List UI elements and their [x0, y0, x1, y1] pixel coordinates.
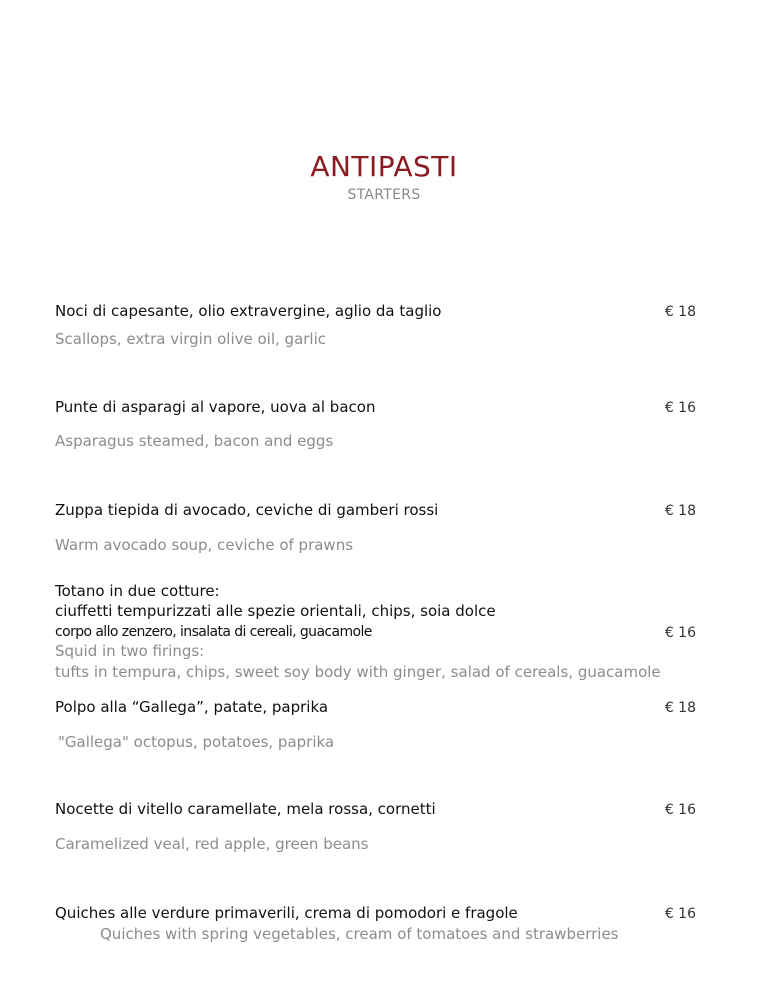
dish-name-english: Warm avocado soup, ceviche of prawns: [55, 536, 354, 554]
dish-name-english-line: Squid in two firings:: [55, 642, 205, 660]
dish-name-english: Asparagus steamed, bacon and eggs: [55, 432, 334, 450]
dish-name-italian-line: Totano in due cotture:: [55, 582, 220, 600]
dish-price: € 18: [664, 503, 696, 519]
dish-name-italian: Polpo alla “Gallega”, patate, paprika: [55, 698, 329, 716]
dish-name-italian: Nocette di vitello caramellate, mela rossa, cornetti: [55, 800, 436, 818]
section-subtitle: STARTERS: [347, 187, 421, 203]
dish-price: € 16: [664, 625, 696, 641]
dish-price: € 16: [664, 802, 696, 818]
dish-name-english: Caramelized veal, red apple, green beans: [55, 835, 369, 853]
dish-price: € 16: [664, 400, 696, 416]
dish-name-italian: Quiches alle verdure primaverili, crema di pomodori e fragole: [55, 904, 518, 922]
dish-price: € 16: [664, 906, 696, 922]
dish-price: € 18: [664, 304, 696, 320]
dish-name-italian-line: ciuffetti tempurizzati alle spezie orientali, chips, soia dolce: [55, 602, 496, 620]
dish-name-english: Quiches with spring vegetables, cream of tomatoes and strawberries: [100, 925, 619, 943]
dish-name-english-line: tufts in tempura, chips, sweet soy body with ginger, salad of cereals, guacamole: [55, 663, 661, 681]
dish-name-english: Scallops, extra virgin olive oil, garlic: [55, 330, 327, 348]
dish-name-italian-line: corpo allo zenzero, insalata di cereali, guacamole: [55, 624, 372, 640]
dish-name-english: "Gallega" octopus, potatoes, paprika: [58, 733, 335, 751]
dish-name-italian: Punte di asparagi al vapore, uova al bacon: [55, 398, 376, 416]
section-title: ANTIPASTI: [310, 150, 458, 183]
dish-name-italian: Noci di capesante, olio extravergine, aglio da taglio: [55, 302, 442, 320]
dish-name-italian: Zuppa tiepida di avocado, ceviche di gamberi rossi: [55, 501, 439, 519]
dish-price: € 18: [664, 700, 696, 716]
